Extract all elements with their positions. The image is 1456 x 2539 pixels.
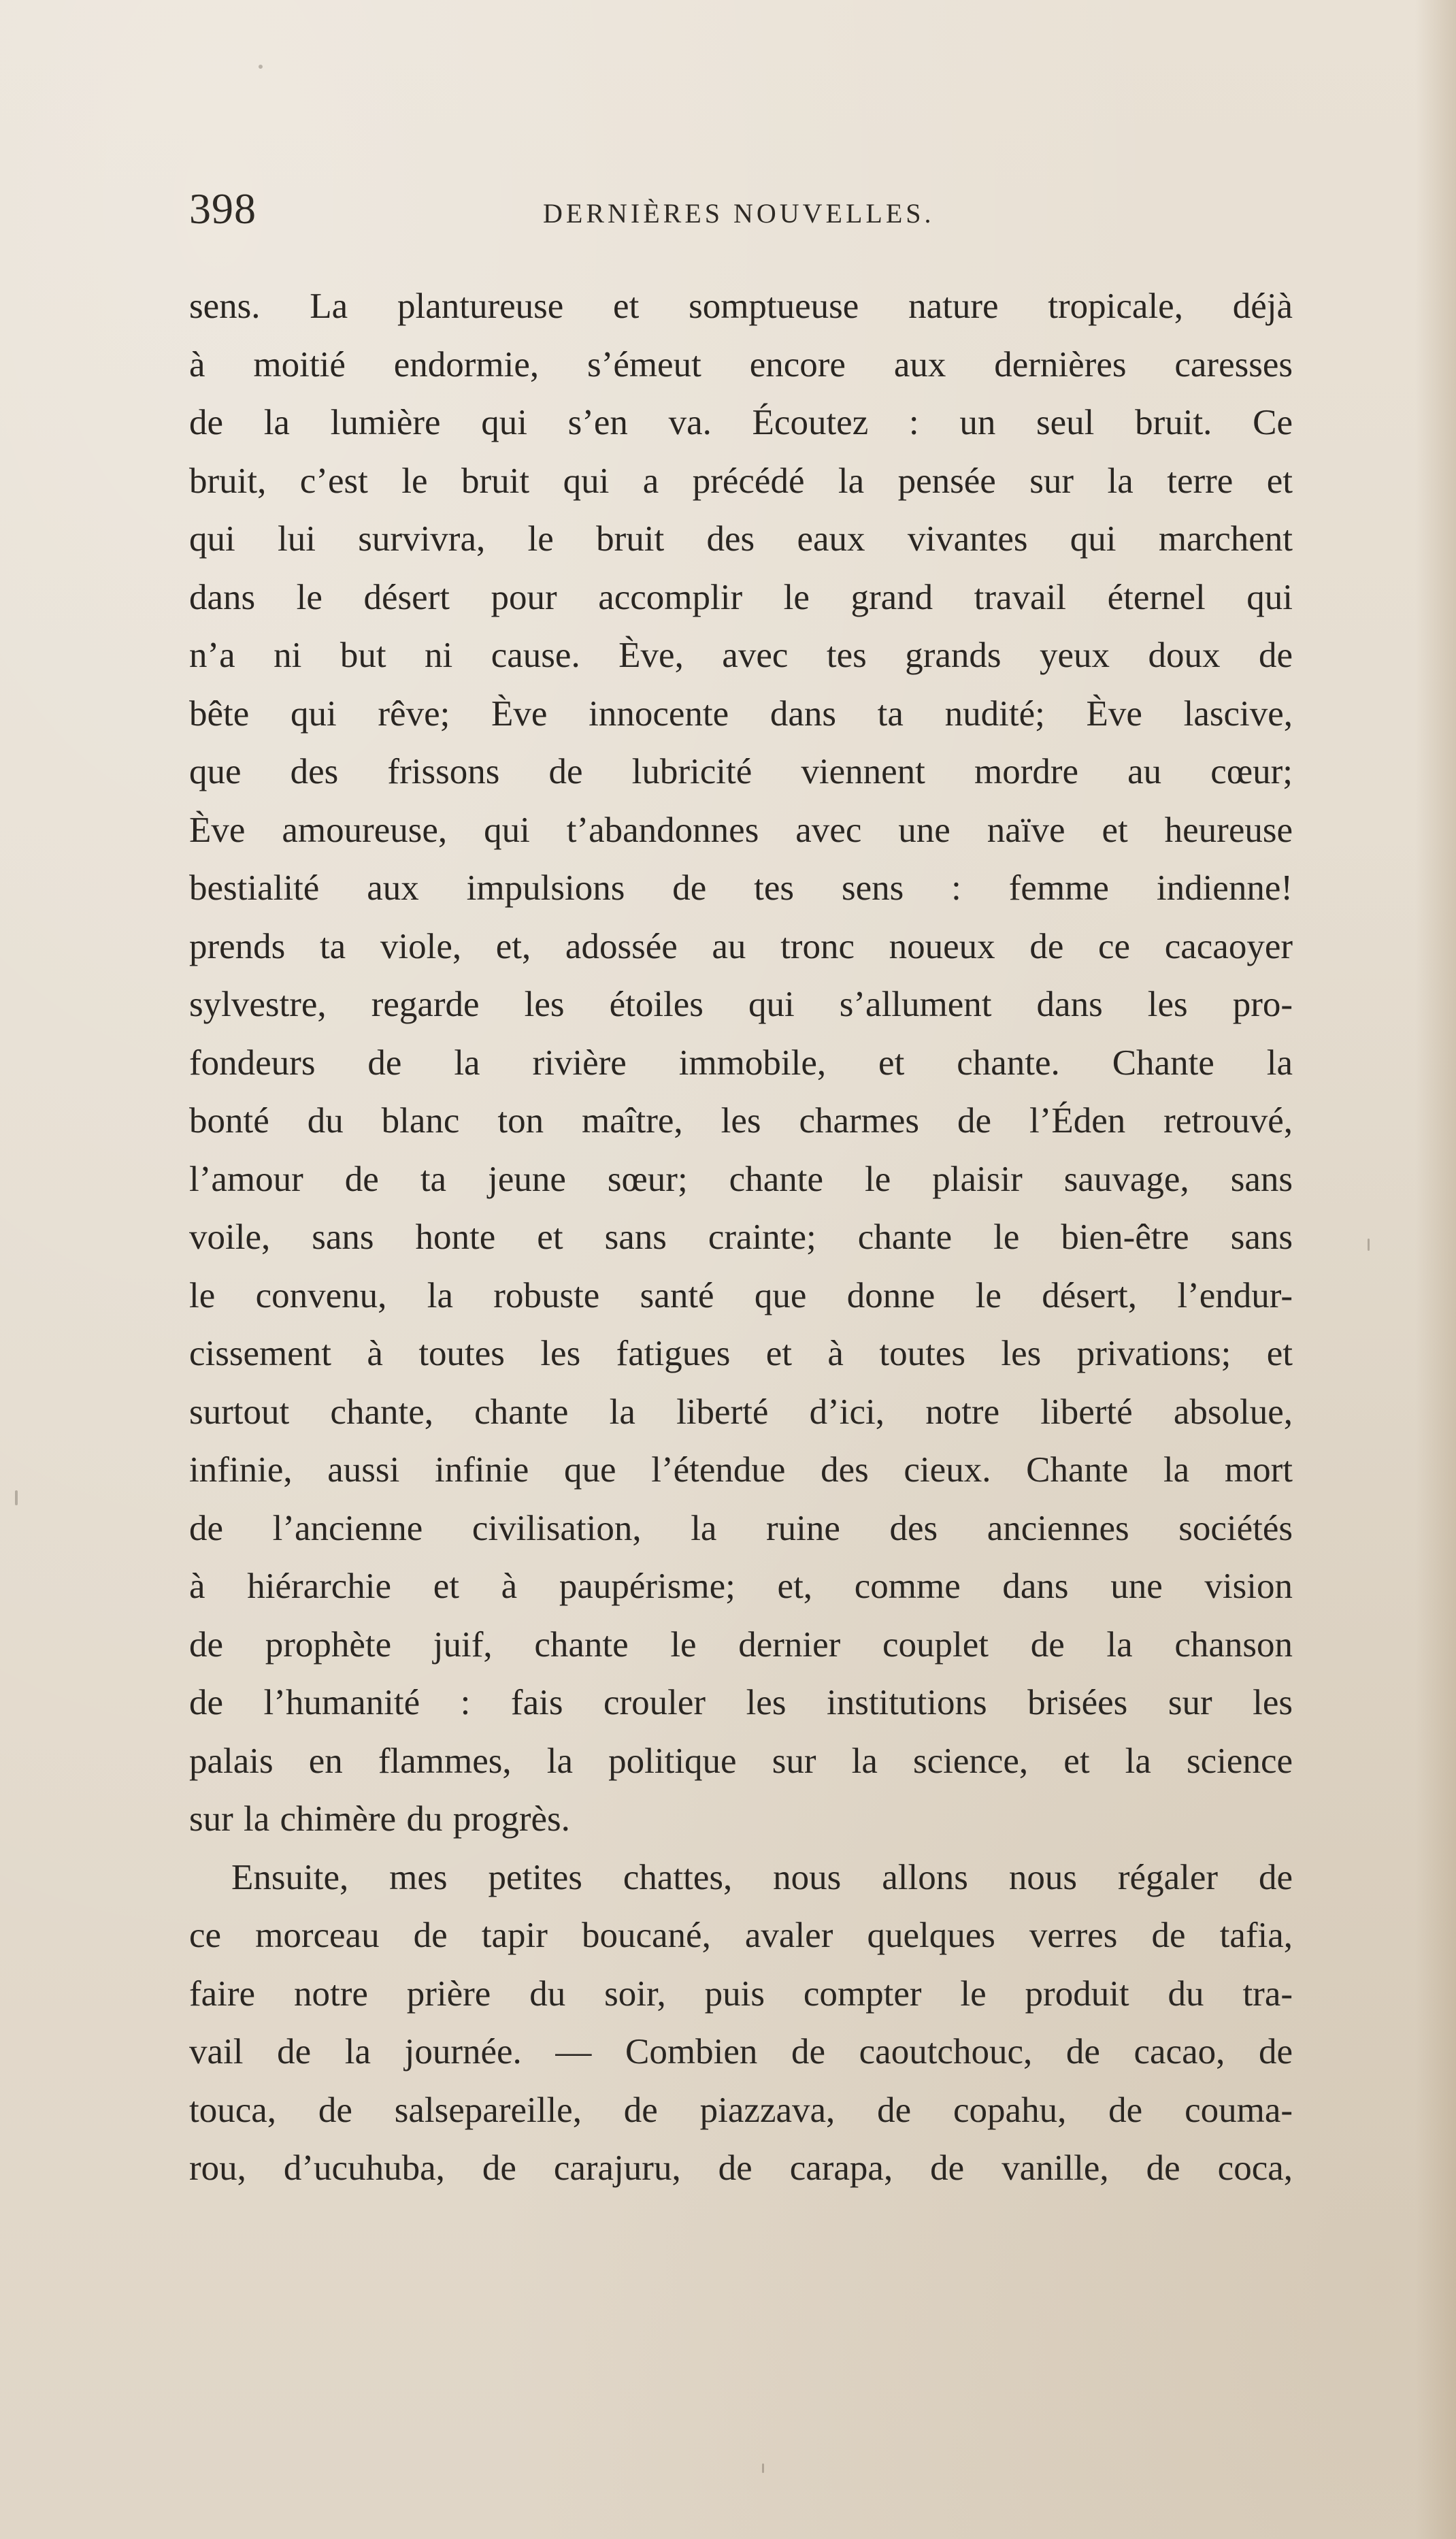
running-head: DERNIÈRES NOUVELLES. <box>543 198 935 229</box>
text-line: sens. La plantureuse et somptueuse nature tropicale, déjà <box>189 286 1293 326</box>
text-line: fondeurs de la rivière immobile, et chante. Chante la <box>189 1043 1293 1083</box>
text-line: à hiérarchie et à paupérisme; et, comme dans une vision <box>189 1567 1293 1606</box>
text-line: cissement à toutes les fatigues et à toutes les privations; et <box>189 1334 1293 1373</box>
text-line: Ève amoureuse, qui t’abandonnes avec une naïve et heureuse <box>189 810 1293 850</box>
text-line: surtout chante, chante la liberté d’ici, notre liberté absolue, <box>189 1392 1293 1432</box>
text-line: l’amour de ta jeune sœur; chante le plaisir sauvage, sans <box>189 1159 1293 1199</box>
paper-speck <box>762 2463 764 2473</box>
text-line-paragraph-start: Ensuite, mes petites chattes, nous allons nous régaler de <box>231 1857 1293 1897</box>
page-number: 398 <box>189 184 257 233</box>
text-line: touca, de salsepareille, de piazzava, de copahu, de couma- <box>189 2090 1293 2130</box>
text-line: ce morceau de tapir boucané, avaler quelques verres de tafia, <box>189 1916 1293 1955</box>
page-edge-shadow <box>1415 0 1456 2539</box>
text-line: palais en flammes, la politique sur la science, et la science <box>189 1741 1293 1781</box>
text-line: prends ta viole, et, adossée au tronc noueux de ce cacaoyer <box>189 926 1293 966</box>
text-line: n’a ni but ni cause. Ève, avec tes grands yeux doux de <box>189 636 1293 675</box>
text-line: bestialité aux impulsions de tes sens : femme indienne! <box>189 868 1293 908</box>
text-line: de l’humanité : fais crouler les institutions brisées sur les <box>189 1683 1293 1722</box>
paper-speck <box>259 65 263 69</box>
text-line: vail de la journée. — Combien de caoutchouc, de cacao, de <box>189 2032 1293 2071</box>
text-line: dans le désert pour accomplir le grand travail éternel qui <box>189 577 1293 617</box>
paper-speck <box>15 1490 18 1505</box>
text-line: que des frissons de lubricité viennent mordre au cœur; <box>189 752 1293 791</box>
text-line-paragraph-end: sur la chimère du progrès. <box>189 1799 570 1839</box>
text-line: le convenu, la robuste santé que donne le désert, l’endur- <box>189 1275 1293 1315</box>
text-line: faire notre prière du soir, puis compter le produit du tra- <box>189 1973 1293 2014</box>
text-line: bête qui rêve; Ève innocente dans ta nudité; Ève lascive, <box>189 693 1293 734</box>
text-line: rou, d’ucuhuba, de carajuru, de carapa, de vanille, de coca, <box>189 2148 1293 2188</box>
text-line: infinie, aussi infinie que l’étendue des cieux. Chante la mort <box>189 1450 1293 1490</box>
page-header <box>189 184 1291 238</box>
body-text <box>189 278 1293 2198</box>
text-line: de prophète juif, chante le dernier couplet de la chanson <box>189 1624 1293 1665</box>
paper-speck <box>1368 1239 1370 1251</box>
text-line: bruit, c’est le bruit qui a précédé la pensée sur la terre et <box>189 461 1293 501</box>
text-line: de la lumière qui s’en va. Écoutez : un seul bruit. Ce <box>189 403 1293 442</box>
text-line: à moitié endormie, s’émeut encore aux dernières caresses <box>189 344 1293 384</box>
text-line: de l’ancienne civilisation, la ruine des anciennes sociétés <box>189 1508 1293 1548</box>
text-line: sylvestre, regarde les étoiles qui s’allument dans les pro- <box>189 985 1293 1024</box>
text-line: bonté du blanc ton maître, les charmes de l’Éden retrouvé, <box>189 1101 1293 1141</box>
text-line: voile, sans honte et sans crainte; chante le bien-être sans <box>189 1217 1293 1257</box>
text-line: qui lui survivra, le bruit des eaux vivantes qui marchent <box>189 519 1293 559</box>
